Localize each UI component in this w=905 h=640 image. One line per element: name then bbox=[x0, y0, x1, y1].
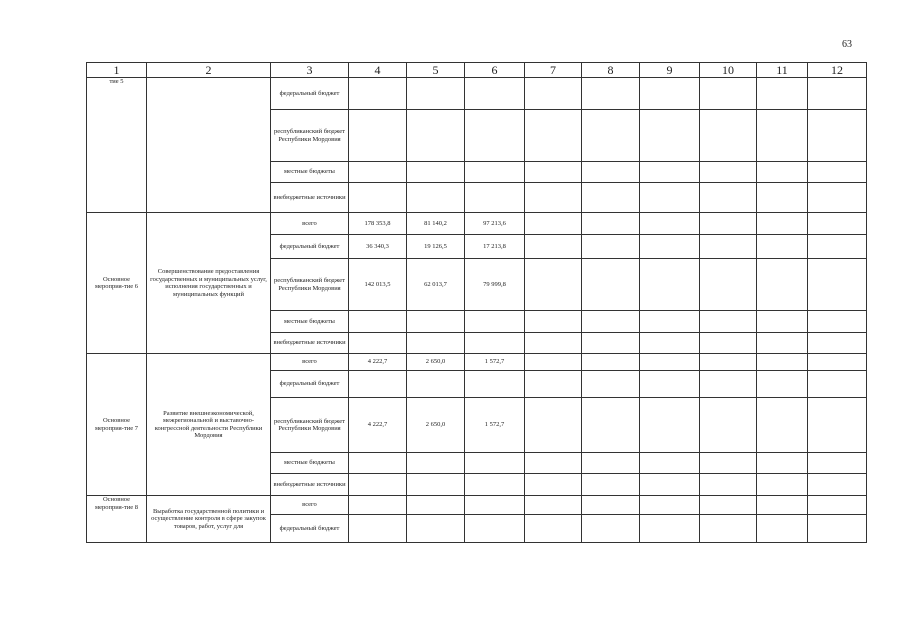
column-header: 7 bbox=[525, 63, 582, 78]
column-header: 12 bbox=[808, 63, 867, 78]
table-row bbox=[87, 354, 867, 371]
source-republican: республиканский бюджет Республики Мордовия bbox=[271, 398, 349, 453]
column-header: 4 bbox=[349, 63, 407, 78]
measure-description: Совершенствование предоставления государственных и муниципальных услуг, исполнения государственных и муниципальных функций bbox=[147, 213, 271, 354]
value-cell: 97 213,6 bbox=[465, 213, 525, 235]
value-cell: 178 353,8 bbox=[349, 213, 407, 235]
value-cell: 4 222,7 bbox=[349, 354, 407, 371]
source-federal: федеральный бюджет bbox=[271, 235, 349, 259]
column-header: 6 bbox=[465, 63, 525, 78]
column-header: 10 bbox=[700, 63, 757, 78]
budget-table bbox=[86, 62, 867, 543]
source-republican: республиканский бюджет Республики Мордовия bbox=[271, 110, 349, 162]
measure-description bbox=[147, 78, 271, 213]
value-cell: 36 340,3 bbox=[349, 235, 407, 259]
source-local: местные бюджеты bbox=[271, 311, 349, 333]
source-federal: федеральный бюджет bbox=[271, 515, 349, 543]
table-row bbox=[87, 78, 867, 110]
value-cell: 79 999,8 bbox=[465, 259, 525, 311]
source-federal: федеральный бюджет bbox=[271, 371, 349, 398]
source-extra: внебюджетные источники bbox=[271, 474, 349, 496]
source-republican: республиканский бюджет Республики Мордовия bbox=[271, 259, 349, 311]
value-cell: 19 126,5 bbox=[407, 235, 465, 259]
value-cell: 4 222,7 bbox=[349, 398, 407, 453]
column-header: 2 bbox=[147, 63, 271, 78]
source-local: местные бюджеты bbox=[271, 162, 349, 183]
page-number: 63 bbox=[842, 39, 852, 50]
value-cell: 1 572,7 bbox=[465, 398, 525, 453]
value-cell: 2 650,0 bbox=[407, 398, 465, 453]
value-cell: 2 650,0 bbox=[407, 354, 465, 371]
source-total: всего bbox=[271, 213, 349, 235]
table-row bbox=[87, 213, 867, 235]
measure-description: Выработка государственной политики и осуществление контроля в сфере закупок товаров, работ, услуг для bbox=[147, 496, 271, 543]
measure-name: Основное мероприя-тие 7 bbox=[87, 354, 147, 496]
column-header: 9 bbox=[640, 63, 700, 78]
measure-name: Основное мероприя-тие 8 bbox=[87, 496, 147, 543]
measure-description: Развитие внешнеэкономической, межрегиональной и выставочно-конгрессной деятельности Республики Мордовия bbox=[147, 354, 271, 496]
column-header: 5 bbox=[407, 63, 465, 78]
source-extra: внебюджетные источники bbox=[271, 183, 349, 213]
column-number-row bbox=[87, 63, 867, 78]
column-header: 3 bbox=[271, 63, 349, 78]
column-header: 1 bbox=[87, 63, 147, 78]
source-total: всего bbox=[271, 496, 349, 515]
source-federal: федеральный бюджет bbox=[271, 78, 349, 110]
value-cell: 81 140,2 bbox=[407, 213, 465, 235]
value-cell: 62 013,7 bbox=[407, 259, 465, 311]
value-cell: 1 572,7 bbox=[465, 354, 525, 371]
measure-name: тие 5 bbox=[87, 78, 147, 213]
measure-name: Основное мероприя-тие 6 bbox=[87, 213, 147, 354]
source-total: всего bbox=[271, 354, 349, 371]
table-row bbox=[87, 496, 867, 515]
source-extra: внебюджетные источники bbox=[271, 333, 349, 354]
value-cell: 142 013,5 bbox=[349, 259, 407, 311]
value-cell: 17 213,8 bbox=[465, 235, 525, 259]
column-header: 8 bbox=[582, 63, 640, 78]
source-local: местные бюджеты bbox=[271, 453, 349, 474]
column-header: 11 bbox=[757, 63, 808, 78]
